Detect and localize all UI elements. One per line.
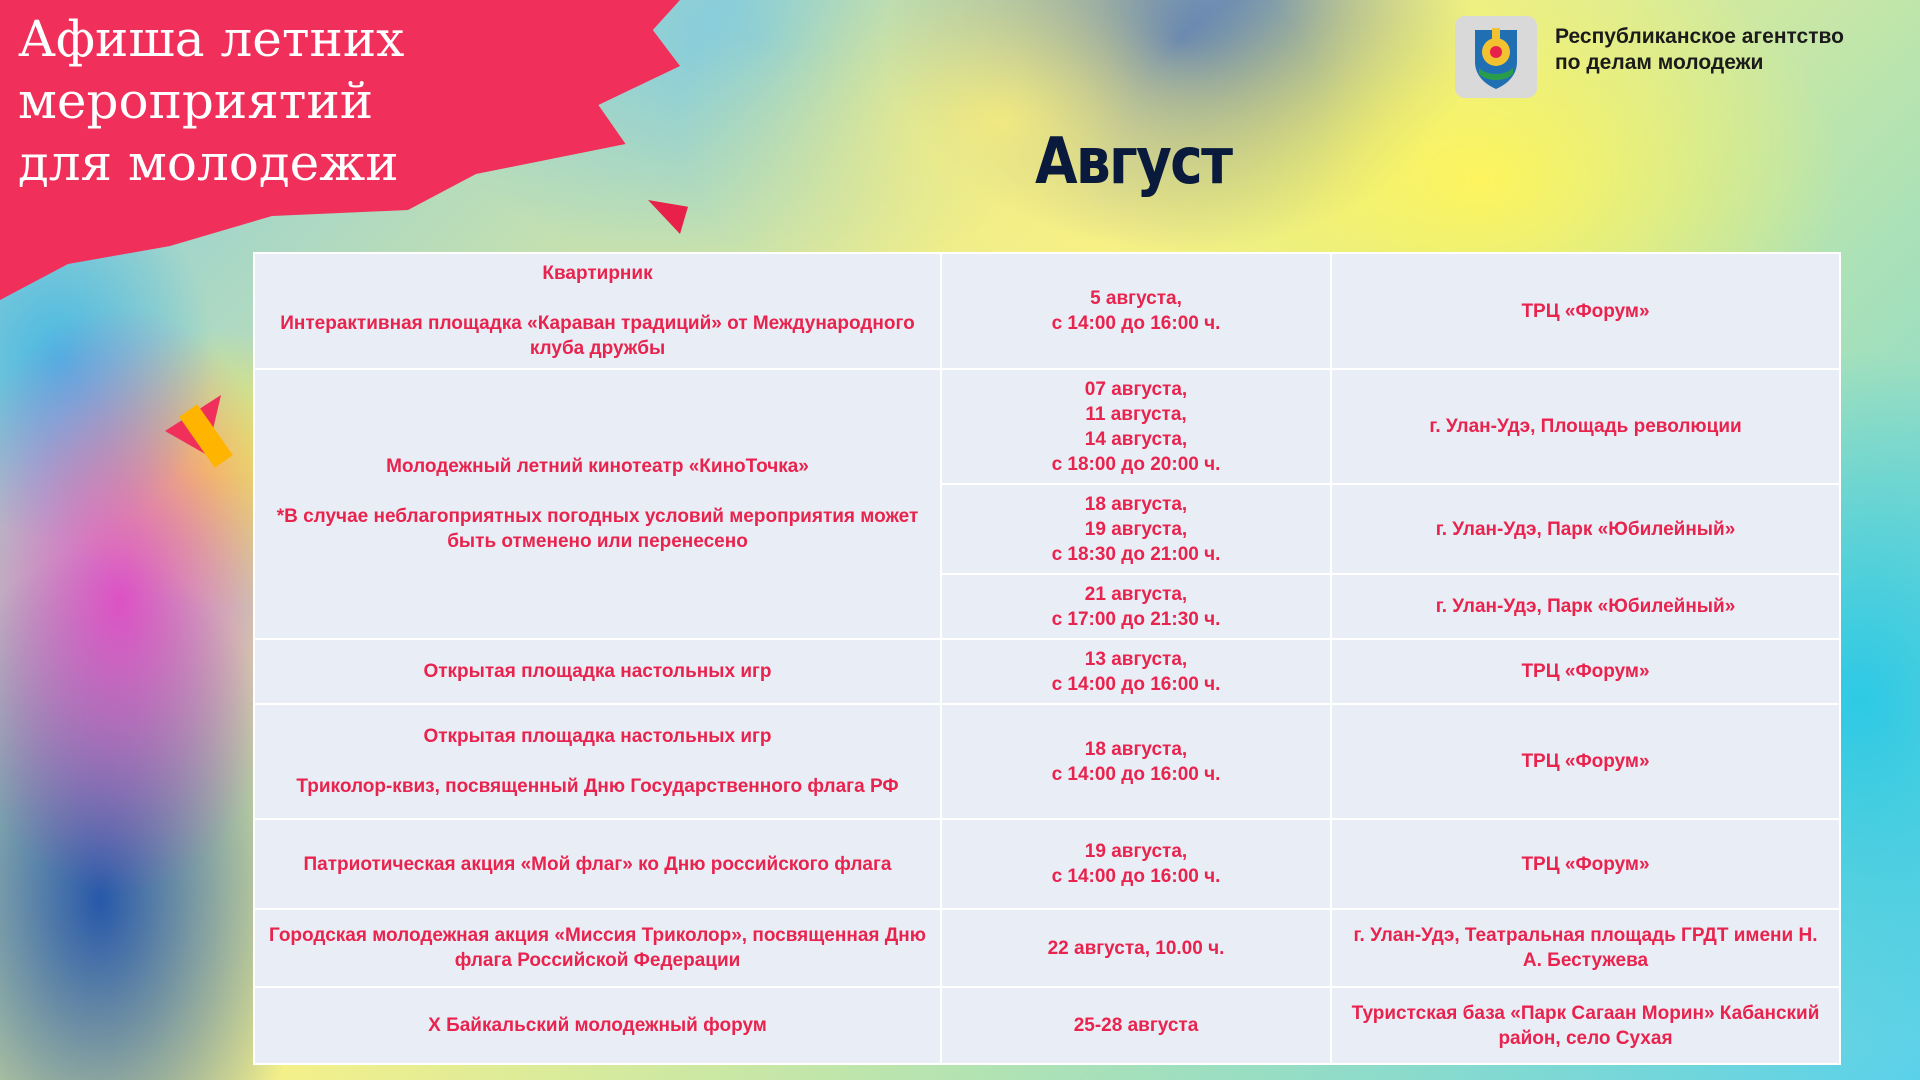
place-cell: ТРЦ «Форум» [1331,704,1840,819]
place-cell: ТРЦ «Форум» [1331,819,1840,909]
place-cell: ТРЦ «Форум» [1331,253,1840,369]
month-title: Август [1035,125,1232,199]
emblem-icon [1455,16,1537,98]
place-cell: ТРЦ «Форум» [1331,639,1840,704]
event-cell: Открытая площадка настольных игр [254,639,941,704]
table-row [254,704,1840,819]
date-cell: 18 августа, 19 августа, с 18:30 до 21:00 ч. [941,484,1331,574]
table-row [254,819,1840,909]
event-cell: Квартирник Интерактивная площадка «Караван традиций» от Международного клуба дружбы [254,253,941,369]
date-cell: 19 августа, с 14:00 до 16:00 ч. [941,819,1331,909]
page-headline: Афиша летних мероприятий для молодежи [18,10,405,192]
table-row [254,639,1840,704]
table-row [254,909,1840,987]
place-cell: г. Улан-Удэ, Парк «Юбилейный» [1331,574,1840,639]
event-cell: X Байкальский молодежный форум [254,987,941,1064]
date-cell: 18 августа, с 14:00 до 16:00 ч. [941,704,1331,819]
agency-name: Республиканское агентство по делам молодежи [1555,25,1844,74]
place-cell: г. Улан-Удэ, Парк «Юбилейный» [1331,484,1840,574]
date-cell: 5 августа, с 14:00 до 16:00 ч. [941,253,1331,369]
table-row [254,253,1840,369]
event-cell: Патриотическая акция «Мой флаг» ко Дню российского флага [254,819,941,909]
date-cell: 22 августа, 10.00 ч. [941,909,1331,987]
event-cell: Открытая площадка настольных игр Триколор-квиз, посвященный Дню Государственного флага РФ [254,704,941,819]
event-cell: Молодежный летний кинотеатр «КиноТочка» *В случае неблагоприятных погодных условий мероприятия может быть отменено или перенесено [254,369,941,639]
place-cell: г. Улан-Удэ, Площадь революции [1331,369,1840,484]
event-cell: Городская молодежная акция «Миссия Триколор», посвященная Дню флага Российской Федерации [254,909,941,987]
table-row [254,987,1840,1064]
place-cell: Туристская база «Парк Сагаан Морин» Кабанский район, село Сухая [1331,987,1840,1064]
table-row [254,369,1840,484]
date-cell: 13 августа, с 14:00 до 16:00 ч. [941,639,1331,704]
decorative-triangle [648,200,688,234]
date-cell: 21 августа, с 17:00 до 21:30 ч. [941,574,1331,639]
events-table [253,252,1841,1065]
place-cell: г. Улан-Удэ, Театральная площадь ГРДТ имени Н. А. Бестужева [1331,909,1840,987]
date-cell: 25-28 августа [941,987,1331,1064]
date-cell: 07 августа, 11 августа, 14 августа, с 18:00 до 20:00 ч. [941,369,1331,484]
